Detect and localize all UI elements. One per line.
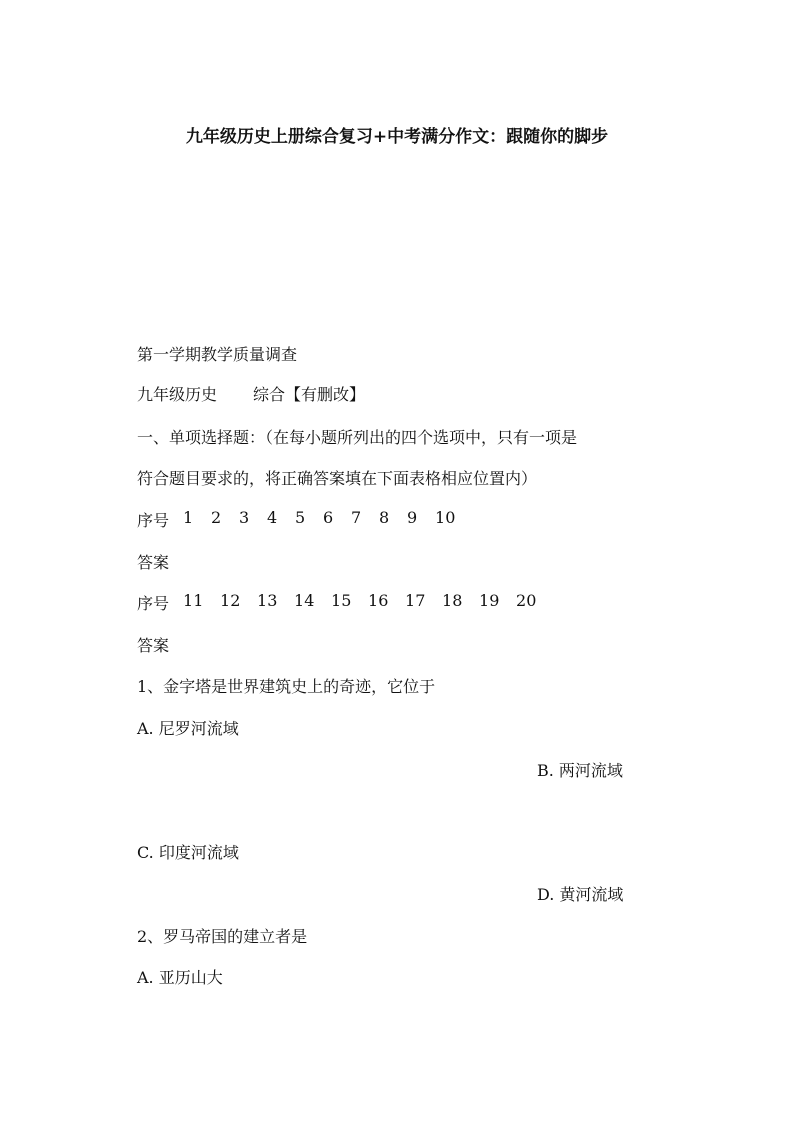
question-stem: 1、金字塔是世界建筑史上的奇迹，它位于 [137,677,436,696]
seq-number: 9 [407,508,418,527]
section-heading-line2: 符合题目要求的，将正确答案填在下面表格相应位置内） [137,469,538,488]
seq-number: 15 [331,591,352,610]
seq-number: 20 [516,591,537,610]
seq-number: 7 [351,508,362,527]
option-b: B. 两河流域 [537,761,623,780]
exam-name: 第一学期教学质量调查 [137,345,298,364]
seq-number: 2 [211,508,222,527]
option-c: C. 印度河流域 [137,843,239,862]
answer-label-row2: 答案 [137,636,170,655]
seq-number: 10 [435,508,456,527]
seq-number: 8 [379,508,390,527]
row-label: 序号 [137,594,170,613]
subject-label: 九年级历史 [137,385,218,404]
subject-tail: 综合【有删改】 [253,385,366,404]
seq-number: 19 [479,591,500,610]
seq-number: 12 [220,591,241,610]
seq-number: 13 [257,591,278,610]
seq-number: 6 [323,508,334,527]
seq-number: 14 [294,591,315,610]
answer-table-row2 [137,591,553,614]
seq-number: 4 [267,508,278,527]
option-a: A. 亚历山大 [137,968,223,987]
seq-number: 17 [405,591,426,610]
seq-number: 11 [183,591,204,610]
subject-line [137,382,365,405]
document-title: 九年级历史上册综合复习+中考满分作文：跟随你的脚步 [185,127,609,147]
answer-table-row1 [137,508,463,531]
answer-label-row1: 答案 [137,553,170,572]
section-heading-line1: 一、单项选择题：（在每小题所列出的四个选项中，只有一项是 [137,428,578,447]
seq-number: 3 [239,508,250,527]
option-d: D. 黄河流域 [537,885,624,904]
question-stem: 2、罗马帝国的建立者是 [137,927,308,946]
seq-number: 5 [295,508,306,527]
seq-number: 18 [442,591,463,610]
seq-number: 1 [183,508,194,527]
seq-number: 16 [368,591,389,610]
row-label: 序号 [137,511,170,530]
option-a: A. 尼罗河流域 [137,719,239,738]
